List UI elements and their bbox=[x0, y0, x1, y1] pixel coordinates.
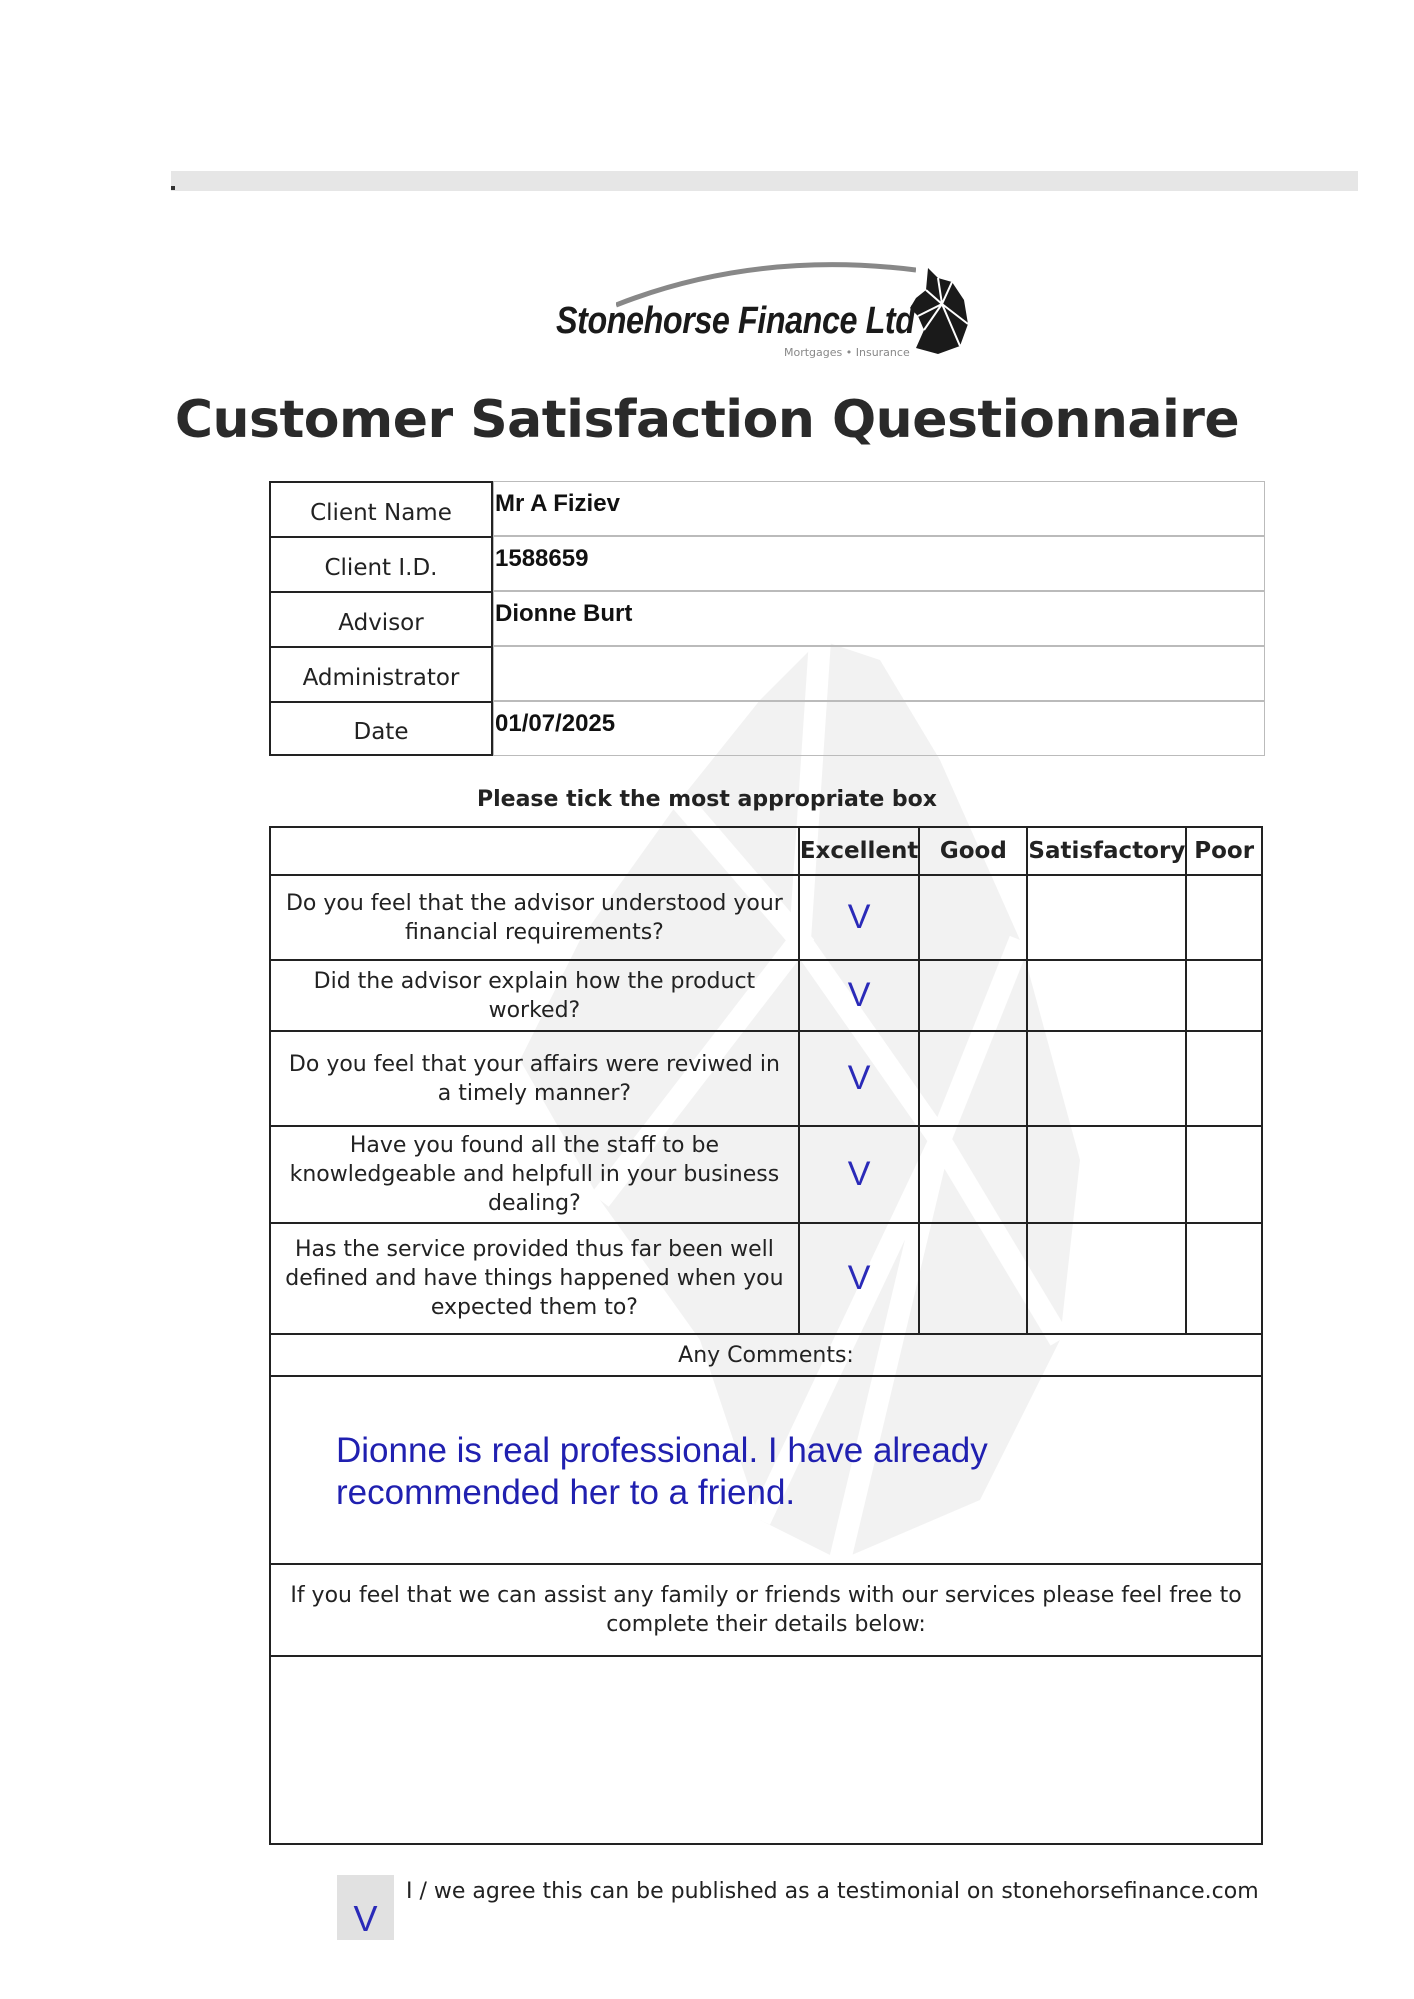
column-satisfactory: Satisfactory bbox=[1027, 827, 1186, 875]
question-row bbox=[270, 1126, 1262, 1223]
comments-row bbox=[270, 1376, 1262, 1564]
column-excellent: Excellent bbox=[799, 827, 920, 875]
question-header bbox=[270, 827, 799, 875]
horse-head-icon bbox=[908, 264, 970, 354]
company-logo bbox=[556, 250, 976, 370]
tick-good[interactable] bbox=[919, 1031, 1027, 1126]
assist-label-row bbox=[270, 1564, 1262, 1656]
column-poor: Poor bbox=[1186, 827, 1262, 875]
stray-dot bbox=[171, 186, 175, 190]
comments-label: Any Comments: bbox=[270, 1334, 1262, 1376]
question-row bbox=[270, 960, 1262, 1031]
administrator-field[interactable] bbox=[493, 646, 1265, 701]
administrator-row bbox=[269, 646, 1265, 701]
survey-instruction: Please tick the most appropriate box bbox=[476, 787, 937, 812]
tick-good[interactable] bbox=[919, 960, 1027, 1031]
date-label: Date bbox=[269, 701, 493, 756]
question-text: Do you feel that the advisor understood your financial requirements? bbox=[270, 875, 799, 960]
tick-satisfactory[interactable] bbox=[1027, 1223, 1186, 1334]
question-row bbox=[270, 1223, 1262, 1334]
question-row bbox=[270, 875, 1262, 960]
question-row bbox=[270, 1031, 1262, 1126]
tick-excellent[interactable]: V bbox=[799, 1031, 920, 1126]
assist-details-field[interactable] bbox=[270, 1656, 1262, 1844]
tick-excellent[interactable]: V bbox=[799, 1126, 920, 1223]
tick-good[interactable] bbox=[919, 1126, 1027, 1223]
comments-line: Dionne is real professional. I have already bbox=[336, 1431, 988, 1470]
client-id-label: Client I.D. bbox=[269, 536, 493, 591]
comments-line: recommended her to a friend. bbox=[336, 1473, 796, 1512]
administrator-label: Administrator bbox=[269, 646, 493, 701]
testimonial-agreement bbox=[337, 1875, 1259, 1940]
page-title: Customer Satisfaction Questionnaire bbox=[174, 390, 1240, 450]
advisor-field[interactable]: Dionne Burt bbox=[493, 591, 1265, 646]
tick-satisfactory[interactable] bbox=[1027, 875, 1186, 960]
tick-good[interactable] bbox=[919, 875, 1027, 960]
advisor-row bbox=[269, 591, 1265, 646]
client-info-table bbox=[269, 481, 1265, 756]
tick-satisfactory[interactable] bbox=[1027, 1126, 1186, 1223]
question-text: Did the advisor explain how the product worked? bbox=[270, 960, 799, 1031]
top-bar bbox=[171, 171, 1358, 191]
question-text: Have you found all the staff to be knowledgeable and helpfull in your business dealing? bbox=[270, 1126, 799, 1223]
tick-poor[interactable] bbox=[1186, 960, 1262, 1031]
testimonial-checkbox[interactable]: V bbox=[337, 1875, 394, 1940]
tick-excellent[interactable]: V bbox=[799, 960, 920, 1031]
comments-text bbox=[272, 1378, 1260, 1514]
comments-field[interactable] bbox=[270, 1376, 1262, 1564]
company-tagline: Mortgages • Insurance bbox=[784, 346, 910, 359]
assist-details-row bbox=[270, 1656, 1262, 1844]
client-name-label: Client Name bbox=[269, 481, 493, 536]
client-name-field[interactable]: Mr A Fiziev bbox=[493, 481, 1265, 536]
tick-poor[interactable] bbox=[1186, 875, 1262, 960]
tick-excellent[interactable]: V bbox=[799, 1223, 920, 1334]
survey-header-row bbox=[270, 827, 1262, 875]
question-text: Has the service provided thus far been well defined and have things happened when you expected them to? bbox=[270, 1223, 799, 1334]
advisor-label: Advisor bbox=[269, 591, 493, 646]
survey-table bbox=[269, 826, 1263, 1845]
client-id-field[interactable]: 1588659 bbox=[493, 536, 1265, 591]
assist-label: If you feel that we can assist any family or friends with our services please feel free to complete their details below: bbox=[270, 1564, 1262, 1656]
tick-excellent[interactable]: V bbox=[799, 875, 920, 960]
question-text: Do you feel that your affairs were reviwed in a timely manner? bbox=[270, 1031, 799, 1126]
testimonial-label: I / we agree this can be published as a testimonial on stonehorsefinance.com bbox=[406, 1879, 1259, 1904]
tick-poor[interactable] bbox=[1186, 1223, 1262, 1334]
column-good: Good bbox=[919, 827, 1027, 875]
client-name-row bbox=[269, 481, 1265, 536]
date-row bbox=[269, 701, 1265, 756]
tick-poor[interactable] bbox=[1186, 1126, 1262, 1223]
tick-poor[interactable] bbox=[1186, 1031, 1262, 1126]
tick-satisfactory[interactable] bbox=[1027, 960, 1186, 1031]
tick-satisfactory[interactable] bbox=[1027, 1031, 1186, 1126]
company-name: Stonehorse Finance Ltd bbox=[556, 300, 915, 342]
date-field[interactable]: 01/07/2025 bbox=[493, 701, 1265, 756]
comments-label-row bbox=[270, 1334, 1262, 1376]
client-id-row bbox=[269, 536, 1265, 591]
tick-good[interactable] bbox=[919, 1223, 1027, 1334]
